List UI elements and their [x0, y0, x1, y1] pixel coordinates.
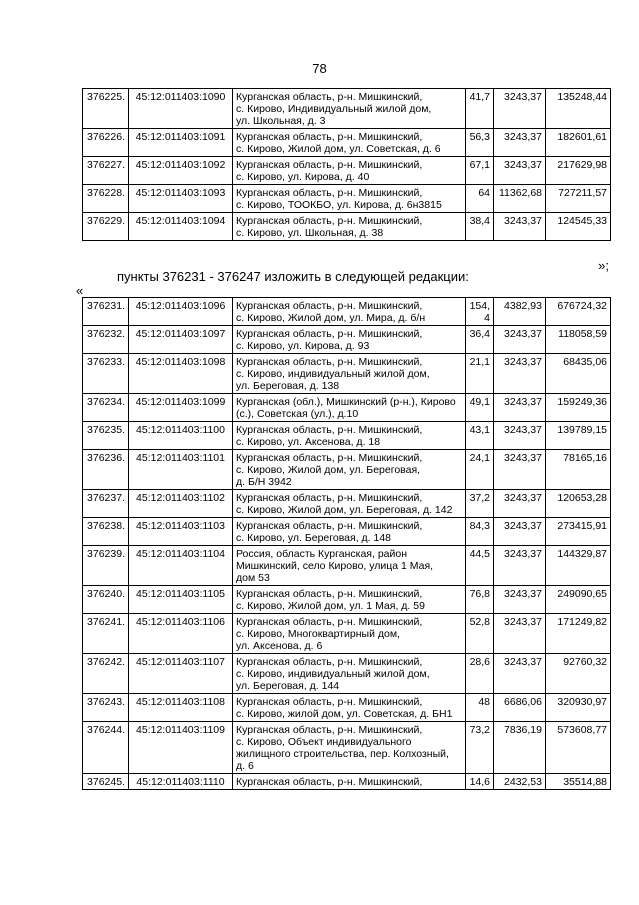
cell-cadastral-value: 217629,98 [546, 157, 611, 185]
cell-number: 376231. [83, 298, 129, 326]
cell-address: Курганская область, р-н. Мишкинский, с. Кирово, Многоквартирный дом, ул. Аксенова, д. 6 [233, 614, 466, 654]
cell-address: Курганская область, р-н. Мишкинский, с. Кирово, ул. Береговая, д. 148 [233, 518, 466, 546]
cell-cadastral-number: 45:12:011403:1103 [129, 518, 233, 546]
table-row [83, 157, 611, 185]
cell-rate: 4382,93 [494, 298, 546, 326]
cell-cadastral-value: 144329,87 [546, 546, 611, 586]
cell-area: 38,4 [466, 213, 494, 241]
cell-area: 84,3 [466, 518, 494, 546]
cell-address: Курганская область, р-н. Мишкинский, с. Кирово, Индивидуальный жилой дом, ул. Школьная, д. 3 [233, 89, 466, 129]
cell-rate: 3243,37 [494, 326, 546, 354]
cell-area: 67,1 [466, 157, 494, 185]
cell-rate: 7836,19 [494, 722, 546, 774]
cell-number: 376229. [83, 213, 129, 241]
cell-address: Курганская область, р-н. Мишкинский, с. Кирово, Жилой дом, ул. Береговая, д. 142 [233, 490, 466, 518]
table-row [83, 326, 611, 354]
cell-cadastral-value: 159249,36 [546, 394, 611, 422]
cell-cadastral-value: 676724,32 [546, 298, 611, 326]
cell-number: 376240. [83, 586, 129, 614]
cell-rate: 3243,37 [494, 654, 546, 694]
cell-area: 21,1 [466, 354, 494, 394]
cell-area: 56,3 [466, 129, 494, 157]
closing-quote-mark: »; [598, 258, 609, 273]
cell-cadastral-value: 68435,06 [546, 354, 611, 394]
table-row [83, 774, 611, 790]
cell-cadastral-value: 139789,15 [546, 422, 611, 450]
cell-number: 376233. [83, 354, 129, 394]
cell-rate: 3243,37 [494, 490, 546, 518]
cell-number: 376232. [83, 326, 129, 354]
cell-area: 41,7 [466, 89, 494, 129]
cell-area: 24,1 [466, 450, 494, 490]
cell-cadastral-number: 45:12:011403:1093 [129, 185, 233, 213]
cell-number: 376242. [83, 654, 129, 694]
cell-address: Курганская область, р-н. Мишкинский, с. Кирово, Жилой дом, ул. Береговая, д. Б/Н 3942 [233, 450, 466, 490]
cell-number: 376244. [83, 722, 129, 774]
cell-address: Курганская область, р-н. Мишкинский, с. Кирово, ул. Аксенова, д. 18 [233, 422, 466, 450]
cell-cadastral-number: 45:12:011403:1096 [129, 298, 233, 326]
cell-cadastral-number: 45:12:011403:1104 [129, 546, 233, 586]
table-row [83, 722, 611, 774]
cell-address: Курганская область, р-н. Мишкинский, с. Кирово, Жилой дом, ул. 1 Мая, д. 59 [233, 586, 466, 614]
cell-address: Курганская область, р-н. Мишкинский, [233, 774, 466, 790]
cell-cadastral-number: 45:12:011403:1100 [129, 422, 233, 450]
cell-cadastral-number: 45:12:011403:1108 [129, 694, 233, 722]
cell-cadastral-value: 249090,65 [546, 586, 611, 614]
cell-area: 52,8 [466, 614, 494, 654]
table-row [83, 586, 611, 614]
cell-cadastral-number: 45:12:011403:1105 [129, 586, 233, 614]
cell-address: Курганская область, р-н. Мишкинский, с. Кирово, индивидуальный жилой дом, ул. Береговая, д. 144 [233, 654, 466, 694]
registry-table-top [82, 88, 611, 241]
table-row [83, 298, 611, 326]
table-row [83, 129, 611, 157]
cell-cadastral-value: 120653,28 [546, 490, 611, 518]
cell-rate: 3243,37 [494, 89, 546, 129]
table-row [83, 422, 611, 450]
cell-number: 376225. [83, 89, 129, 129]
cell-number: 376243. [83, 694, 129, 722]
cell-cadastral-value: 35514,88 [546, 774, 611, 790]
table-row [83, 490, 611, 518]
table-row [83, 546, 611, 586]
cell-cadastral-number: 45:12:011403:1097 [129, 326, 233, 354]
cell-rate: 3243,37 [494, 213, 546, 241]
cell-address: Курганская (обл.), Мишкинский (р-н.), Кирово (с.), Советская (ул.), д.10 [233, 394, 466, 422]
cell-number: 376228. [83, 185, 129, 213]
table-row [83, 354, 611, 394]
cell-address: Курганская область, р-н. Мишкинский, с. Кирово, ул. Школьная, д. 38 [233, 213, 466, 241]
cell-rate: 3243,37 [494, 394, 546, 422]
cell-number: 376237. [83, 490, 129, 518]
cell-address: Курганская область, р-н. Мишкинский, с. Кирово, Жилой дом, ул. Советская, д. 6 [233, 129, 466, 157]
cell-area: 44,5 [466, 546, 494, 586]
cell-cadastral-value: 124545,33 [546, 213, 611, 241]
cell-rate: 3243,37 [494, 422, 546, 450]
cell-number: 376235. [83, 422, 129, 450]
cell-cadastral-number: 45:12:011403:1098 [129, 354, 233, 394]
cell-number: 376236. [83, 450, 129, 490]
cell-cadastral-value: 727211,57 [546, 185, 611, 213]
cell-area: 154, 4 [466, 298, 494, 326]
table-row [83, 518, 611, 546]
cell-cadastral-value: 182601,61 [546, 129, 611, 157]
cell-area: 73,2 [466, 722, 494, 774]
cell-cadastral-number: 45:12:011403:1107 [129, 654, 233, 694]
table-row [83, 394, 611, 422]
table-row [83, 185, 611, 213]
table-row [83, 89, 611, 129]
cell-cadastral-number: 45:12:011403:1094 [129, 213, 233, 241]
cell-address: Курганская область, р-н. Мишкинский, с. Кирово, ТООКБО, ул. Кирова, д. 6н3815 [233, 185, 466, 213]
cell-cadastral-number: 45:12:011403:1090 [129, 89, 233, 129]
cell-area: 43,1 [466, 422, 494, 450]
cell-cadastral-value: 92760,32 [546, 654, 611, 694]
cell-address: Россия, область Курганская, район Мишкинский, село Кирово, улица 1 Мая, дом 53 [233, 546, 466, 586]
cell-rate: 3243,37 [494, 450, 546, 490]
cell-number: 376227. [83, 157, 129, 185]
cell-area: 49,1 [466, 394, 494, 422]
cell-cadastral-number: 45:12:011403:1101 [129, 450, 233, 490]
cell-number: 376238. [83, 518, 129, 546]
cell-cadastral-value: 273415,91 [546, 518, 611, 546]
cell-rate: 6686,06 [494, 694, 546, 722]
cell-area: 36,4 [466, 326, 494, 354]
cell-cadastral-number: 45:12:011403:1099 [129, 394, 233, 422]
cell-cadastral-value: 78165,16 [546, 450, 611, 490]
table-row [83, 694, 611, 722]
cell-area: 64 [466, 185, 494, 213]
cell-address: Курганская область, р-н. Мишкинский, с. Кирово, Жилой дом, ул. Мира, д. б/н [233, 298, 466, 326]
cell-cadastral-value: 320930,97 [546, 694, 611, 722]
table-row [83, 450, 611, 490]
cell-rate: 3243,37 [494, 586, 546, 614]
cell-cadastral-number: 45:12:011403:1092 [129, 157, 233, 185]
cell-rate: 3243,37 [494, 546, 546, 586]
registry-table-main [82, 297, 611, 790]
cell-rate: 3243,37 [494, 518, 546, 546]
table-row [83, 654, 611, 694]
cell-cadastral-number: 45:12:011403:1091 [129, 129, 233, 157]
amendment-instruction: пункты 376231 - 376247 изложить в следующей редакции: [117, 269, 469, 284]
cell-cadastral-number: 45:12:011403:1102 [129, 490, 233, 518]
cell-area: 37,2 [466, 490, 494, 518]
table-row [83, 614, 611, 654]
cell-number: 376239. [83, 546, 129, 586]
cell-rate: 3243,37 [494, 129, 546, 157]
opening-quote-mark: « [76, 283, 84, 298]
cell-cadastral-value: 171249,82 [546, 614, 611, 654]
cell-number: 376245. [83, 774, 129, 790]
table-row [83, 213, 611, 241]
cell-cadastral-value: 135248,44 [546, 89, 611, 129]
cell-rate: 3243,37 [494, 157, 546, 185]
cell-address: Курганская область, р-н. Мишкинский, с. Кирово, жилой дом, ул. Советская, д. БН1 [233, 694, 466, 722]
cell-area: 48 [466, 694, 494, 722]
cell-cadastral-value: 118058,59 [546, 326, 611, 354]
cell-cadastral-number: 45:12:011403:1106 [129, 614, 233, 654]
cell-address: Курганская область, р-н. Мишкинский, с. Кирово, индивидуальный жилой дом, ул. Береговая, д. 138 [233, 354, 466, 394]
cell-area: 14,6 [466, 774, 494, 790]
cell-area: 76,8 [466, 586, 494, 614]
cell-number: 376241. [83, 614, 129, 654]
cell-number: 376234. [83, 394, 129, 422]
cell-number: 376226. [83, 129, 129, 157]
cell-rate: 2432,53 [494, 774, 546, 790]
cell-rate: 11362,68 [494, 185, 546, 213]
page-number: 78 [312, 61, 327, 76]
cell-rate: 3243,37 [494, 614, 546, 654]
cell-rate: 3243,37 [494, 354, 546, 394]
cell-address: Курганская область, р-н. Мишкинский, с. Кирово, Объект индивидуального жилищного строительства, пер. Колхозный, д. 6 [233, 722, 466, 774]
cell-cadastral-number: 45:12:011403:1110 [129, 774, 233, 790]
cell-area: 28,6 [466, 654, 494, 694]
cell-cadastral-value: 573608,77 [546, 722, 611, 774]
cell-cadastral-number: 45:12:011403:1109 [129, 722, 233, 774]
cell-address: Курганская область, р-н. Мишкинский, с. Кирово, ул. Кирова, д. 93 [233, 326, 466, 354]
cell-address: Курганская область, р-н. Мишкинский, с. Кирово, ул. Кирова, д. 40 [233, 157, 466, 185]
